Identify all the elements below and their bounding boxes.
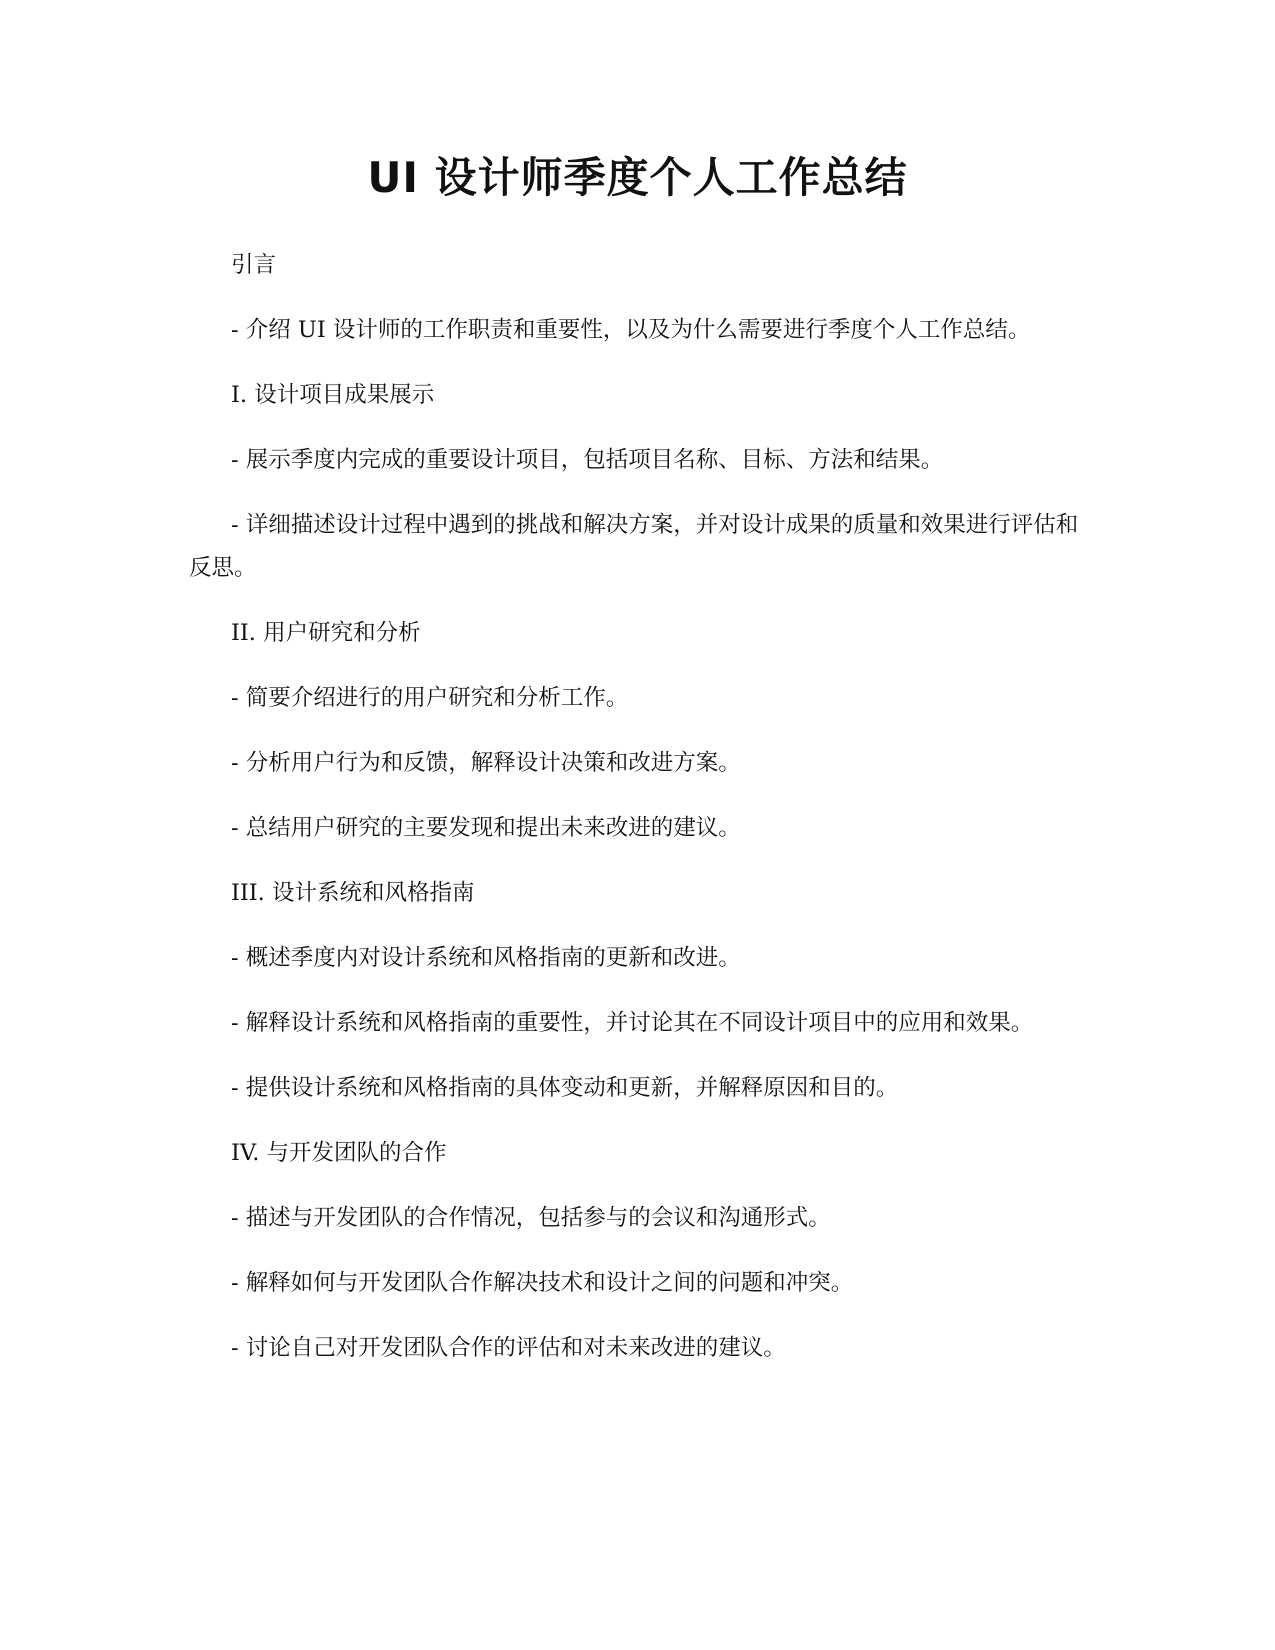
paragraph: - 解释设计系统和风格指南的重要性，并讨论其在不同设计项目中的应用和效果。	[231, 1010, 1034, 1036]
paragraph: - 描述与开发团队的合作情况，包括参与的会议和沟通形式。	[231, 1205, 831, 1231]
paragraph: - 分析用户行为和反馈，解释设计决策和改进方案。	[231, 750, 741, 776]
paragraph: - 介绍 UI 设计师的工作职责和重要性，以及为什么需要进行季度个人工作总结。	[231, 317, 1031, 343]
section-heading-2: II. 用户研究和分析	[231, 620, 421, 646]
section-heading-intro: 引言	[231, 252, 277, 278]
section-heading-4: IV. 与开发团队的合作	[231, 1140, 447, 1166]
paragraph: - 详细描述设计过程中遇到的挑战和解决方案，并对设计成果的质量和效果进行评估和反思。	[189, 512, 1079, 581]
document-body	[189, 244, 1085, 1392]
paragraph: - 概述季度内对设计系统和风格指南的更新和改进。	[231, 945, 741, 971]
paragraph: - 展示季度内完成的重要设计项目，包括项目名称、目标、方法和结果。	[231, 447, 944, 473]
section-heading-3: III. 设计系统和风格指南	[231, 880, 475, 906]
paragraph: - 提供设计系统和风格指南的具体变动和更新，并解释原因和目的。	[231, 1075, 899, 1101]
paragraph: - 简要介绍进行的用户研究和分析工作。	[231, 685, 629, 711]
document-title: UI 设计师季度个人工作总结	[367, 153, 908, 202]
section-heading-1: I. 设计项目成果展示	[231, 382, 435, 408]
paragraph: - 讨论自己对开发团队合作的评估和对未来改进的建议。	[231, 1335, 786, 1361]
paragraph: - 解释如何与开发团队合作解决技术和设计之间的问题和冲突。	[231, 1270, 854, 1296]
paragraph: - 总结用户研究的主要发现和提出未来改进的建议。	[231, 815, 741, 841]
